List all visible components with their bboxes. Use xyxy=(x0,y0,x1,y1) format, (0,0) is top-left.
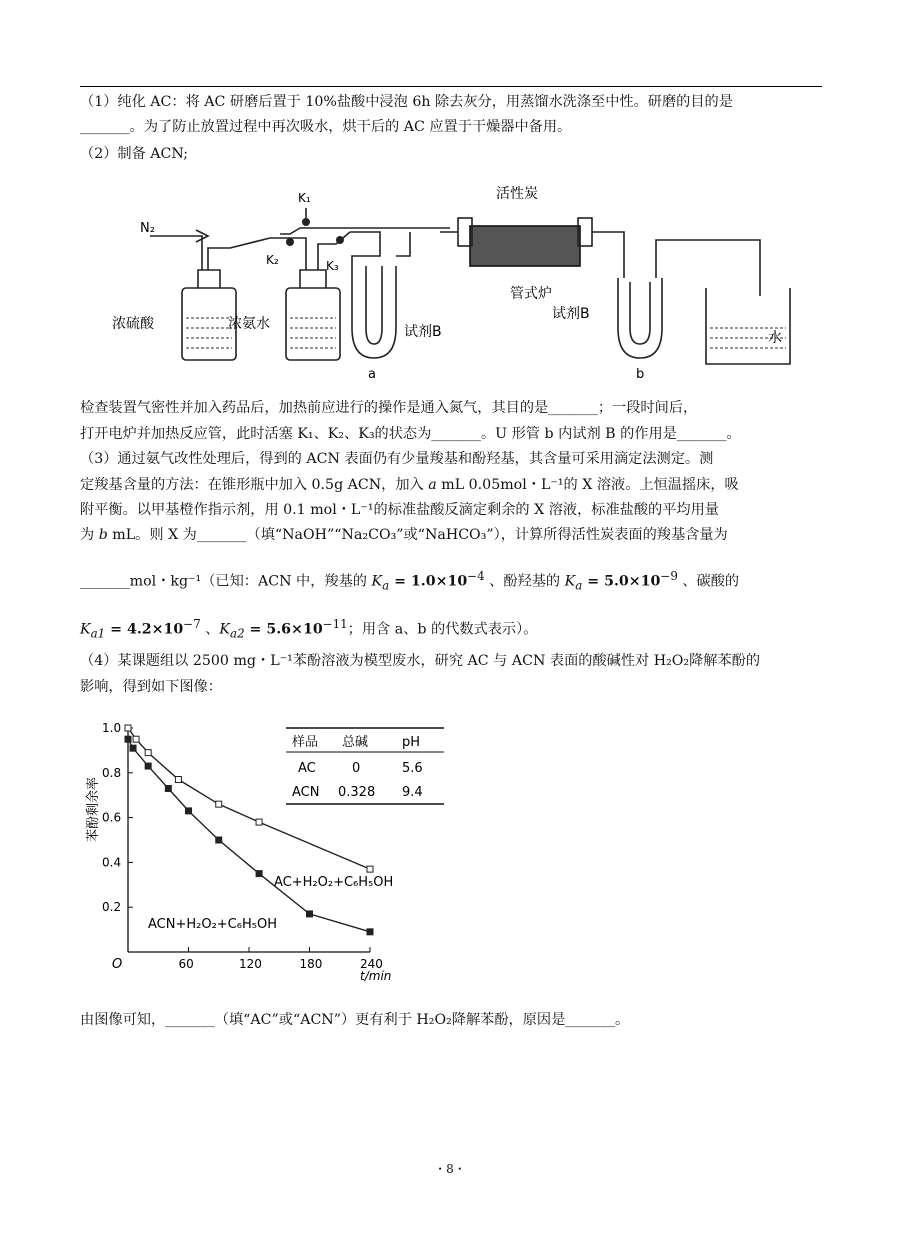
reagent-b-b-label: 试剂B xyxy=(552,306,590,322)
series-line-acn xyxy=(128,739,370,932)
table-header-sample: 样品 xyxy=(292,735,319,750)
label-b: b xyxy=(636,367,645,382)
y-tick-label: 0.6 xyxy=(102,810,122,825)
q2-line-1: （2）制备 ACN; xyxy=(80,146,189,162)
phenol-chart xyxy=(80,712,460,982)
data-point-acn xyxy=(367,929,373,935)
y-tick-label: 1.0 xyxy=(102,721,122,735)
q4-line-1: （4）某课题组以 2500 mg・L⁻¹苯酚溶液为模型废水，研究 AC 与 ACN 表面的酸碱性对 H₂O₂降解苯酚的 xyxy=(80,653,761,669)
water-label: 水 xyxy=(768,330,782,346)
q3-line-4: 为 b mL。则 X 为_______（填“NaOH”“Na₂CO₃”或“NaHCO₃”），计算所得活性炭表面的羧基含量为 xyxy=(80,527,728,543)
x-axis-label: t/min xyxy=(360,969,392,983)
q3-line-2: 定羧基含量的方法：在锥形瓶中加入 0.5g ACN，加入 a mL 0.05mol・L⁻¹的 X 溶液。上恒温摇床，吸 xyxy=(80,477,739,493)
data-point-acn xyxy=(216,837,222,843)
data-point-ac xyxy=(256,819,262,825)
data-point-ac xyxy=(133,736,139,742)
q3-line-6: $K_{a1} = 4.2\times 10^{-7}$ 、$K_{a2} = 5.6\times 10^{-11}$；用含 a、b 的代数式表示）。 xyxy=(80,617,538,641)
x-tick-label: 240 xyxy=(360,957,383,971)
table-cell: 9.4 xyxy=(402,785,423,800)
x-tick-label: 120 xyxy=(239,957,262,971)
q1-line-2: _______。为了防止放置过程中再次吸水，烘干后的 AC 应置于干燥器中备用。 xyxy=(80,119,572,135)
x-tick-label: 180 xyxy=(299,957,323,971)
data-point-acn xyxy=(186,808,192,814)
q4-line-2: 影响，得到如下图像： xyxy=(80,679,222,695)
data-point-acn xyxy=(307,911,313,917)
table-cell: AC xyxy=(298,761,316,776)
reagent-b-a-label: 试剂B xyxy=(404,324,442,340)
sample-table xyxy=(286,728,444,804)
table-cell: 0 xyxy=(352,761,361,776)
q3-line-5: _______mol・kg⁻¹（已知：ACN 中，羧基的 $K_a = 1.0\times 10^{-4}$ 、酚羟基的 $K_a = 5.0\times 10^{-9}$ 、碳酸的 xyxy=(80,569,740,593)
apparatus-diagram xyxy=(112,178,800,388)
data-point-acn xyxy=(165,785,171,791)
q2-line-2: 检查装置气密性并加入药品后，加热前应进行的操作是通入氮气，其目的是_______；一段时间后， xyxy=(80,400,698,416)
series-label-ac: AC+H₂O₂+C₆H₅OH xyxy=(274,875,394,890)
data-point-acn xyxy=(145,763,151,769)
conc-sulfuric-label: 浓硫酸 xyxy=(112,316,154,332)
origin-label: O xyxy=(112,957,123,972)
series-line-ac xyxy=(128,728,370,869)
activated-carbon-label: 活性炭 xyxy=(496,186,538,202)
y-tick-label: 0.8 xyxy=(102,765,122,780)
series-label-acn: ACN+H₂O₂+C₆H₅OH xyxy=(148,917,277,932)
y-tick-label: 0.2 xyxy=(102,900,122,915)
data-point-ac xyxy=(367,866,373,872)
label-a: a xyxy=(368,367,376,382)
data-point-ac xyxy=(216,801,222,807)
k3-label: K₃ xyxy=(326,259,339,273)
q2-line-3: 打开电炉并加热反应管，此时活塞 K₁、K₂、K₃的状态为_______。U 形管 b 内试剂 B 的作用是_______。 xyxy=(80,426,741,442)
data-point-acn xyxy=(125,736,131,742)
table-cell: 0.328 xyxy=(338,785,376,800)
header-rule xyxy=(80,86,822,87)
x-tick-label: 60 xyxy=(178,957,194,971)
data-point-acn xyxy=(130,745,136,751)
table-header-total-base: 总碱 xyxy=(342,735,369,750)
q3-line-1: （3）通过氨气改性处理后，得到的 ACN 表面仍有少量羧基和酚羟基，其含量可采用滴定法测定。测 xyxy=(80,451,714,467)
q3-line-3: 附平衡。以甲基橙作指示剂，用 0.1 mol・L⁻¹的标准盐酸反滴定剩余的 X 溶液，标准盐酸的平均用量 xyxy=(80,502,719,518)
q4-conclusion: 由图像可知，_______（填“AC”或“ACN”）更有利于 H₂O₂降解苯酚，原因是_______。 xyxy=(80,1012,630,1028)
y-tick-label: 0.4 xyxy=(102,855,122,870)
table-cell: ACN xyxy=(292,785,320,800)
data-point-ac xyxy=(175,777,181,783)
y-axis-label: 苯酚剩余率 xyxy=(86,776,101,842)
k2-label: K₂ xyxy=(266,253,279,267)
k1-label: K₁ xyxy=(298,191,311,205)
table-cell: 5.6 xyxy=(402,761,423,776)
data-point-acn xyxy=(256,871,262,877)
page-number: ・8・ xyxy=(434,1162,466,1176)
tube-furnace-label: 管式炉 xyxy=(510,286,552,302)
q1-line-1: （1）纯化 AC：将 AC 研磨后置于 10%盐酸中浸泡 6h 除去灰分，用蒸馏水洗涤至中性。研磨的目的是 xyxy=(80,94,733,110)
n2-label: N₂ xyxy=(140,221,155,236)
table-header-ph: pH xyxy=(402,735,421,750)
data-point-ac xyxy=(125,725,131,731)
data-point-ac xyxy=(145,750,151,756)
conc-ammonia-label: 浓氨水 xyxy=(228,316,270,332)
